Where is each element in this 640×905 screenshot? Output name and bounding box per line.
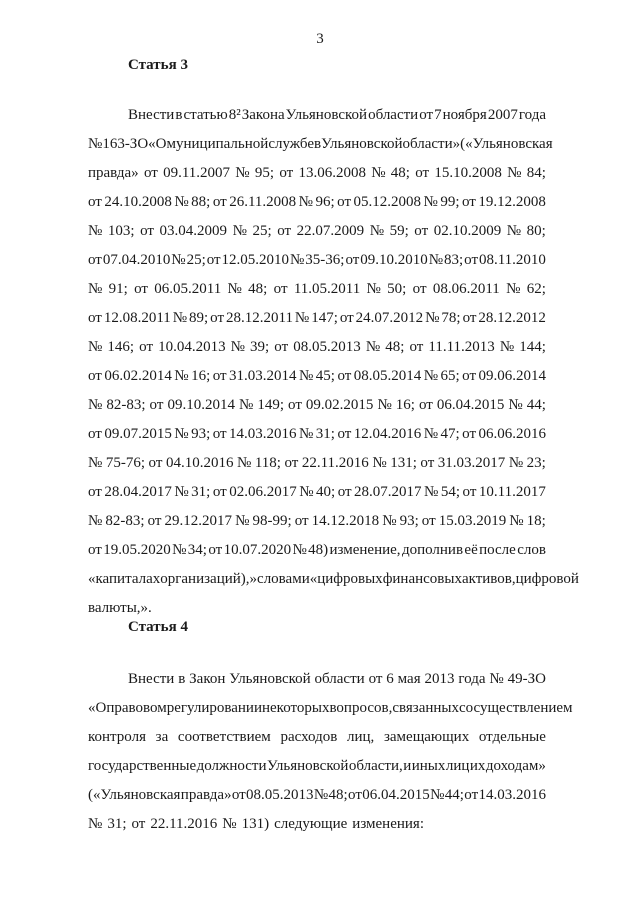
text-line: от 28.04.2017 № 31; от 02.06.2017 № 40; от 28.07.2017 № 54; от 10.11.2017 xyxy=(88,484,546,500)
text-line: Внести в статью 8² Закона Ульяновской области от 7 ноября 2007 года xyxy=(128,107,546,123)
text-line: от 12.08.2011 № 89; от 28.12.2011 № 147; от 24.07.2012 № 78; от 28.12.2012 xyxy=(88,310,546,326)
text-line: № 146; от 10.04.2013 № 39; от 08.05.2013 № 48; от 11.11.2013 № 144; xyxy=(88,339,546,355)
text-line: № 91; от 06.05.2011 № 48; от 11.05.2011 № 50; от 08.06.2011 № 62; xyxy=(88,281,546,297)
text-line: от 24.10.2008 № 88; от 26.11.2008 № 96; от 05.12.2008 № 99; от 19.12.2008 xyxy=(88,194,546,210)
text-line: № 82-83; от 29.12.2017 № 98-99; от 14.12.2018 № 93; от 15.03.2019 № 18; xyxy=(88,513,546,529)
text-line: государственные должности Ульяновской области, и иных лиц их доходам» xyxy=(88,758,546,774)
text-line: валюты,». xyxy=(88,600,152,616)
text-line: Внести в Закон Ульяновской области от 6 мая 2013 года № 49-ЗО xyxy=(128,671,546,687)
text-line: от 19.05.2020 № 34; от 10.07.2020 № 48) изменение, дополнив её после слов xyxy=(88,542,546,558)
text-line: № 163-ЗО «О муниципальной службе в Ульяновской области» («Ульяновская xyxy=(88,136,553,152)
text-line: правда» от 09.11.2007 № 95; от 13.06.2008 № 48; от 15.10.2008 № 84; xyxy=(88,165,546,181)
page-number: 3 xyxy=(316,31,324,47)
text-line: от 06.02.2014 № 16; от 31.03.2014 № 45; от 08.05.2014 № 65; от 09.06.2014 xyxy=(88,368,546,384)
text-line: № 82-83; от 09.10.2014 № 149; от 09.02.2015 № 16; от 06.04.2015 № 44; xyxy=(88,397,546,413)
text-line: «О правовом регулировании некоторых вопросов, связанных с осуществлением xyxy=(88,700,573,716)
article-4-heading: Статья 4 xyxy=(128,619,188,635)
article-3-body xyxy=(88,101,579,623)
text-line: № 31; от 22.11.2016 № 131) следующие изменения: xyxy=(88,816,424,832)
text-line: № 75-76; от 04.10.2016 № 118; от 22.11.2016 № 131; от 31.03.2017 № 23; xyxy=(88,455,546,471)
text-line: от 09.07.2015 № 93; от 14.03.2016 № 31; от 12.04.2016 № 47; от 06.06.2016 xyxy=(88,426,546,442)
text-line: контроля за соответствием расходов лиц, замещающих отдельные xyxy=(88,729,546,745)
article-4-body xyxy=(88,665,573,839)
text-line: от 07.04.2010 № 25; от 12.05.2010 № 35-36; от 09.10.2010 № 83; от 08.11.2010 xyxy=(88,252,546,268)
text-line: № 103; от 03.04.2009 № 25; от 22.07.2009 № 59; от 02.10.2009 № 80; xyxy=(88,223,546,239)
text-line: («Ульяновская правда» от 08.05.2013 № 48; от 06.04.2015 № 44; от 14.03.2016 xyxy=(88,787,546,803)
article-3-heading: Статья 3 xyxy=(128,57,188,73)
text-line: «капиталах организаций),» словами «цифровых финансовых активов, цифровой xyxy=(88,571,579,587)
